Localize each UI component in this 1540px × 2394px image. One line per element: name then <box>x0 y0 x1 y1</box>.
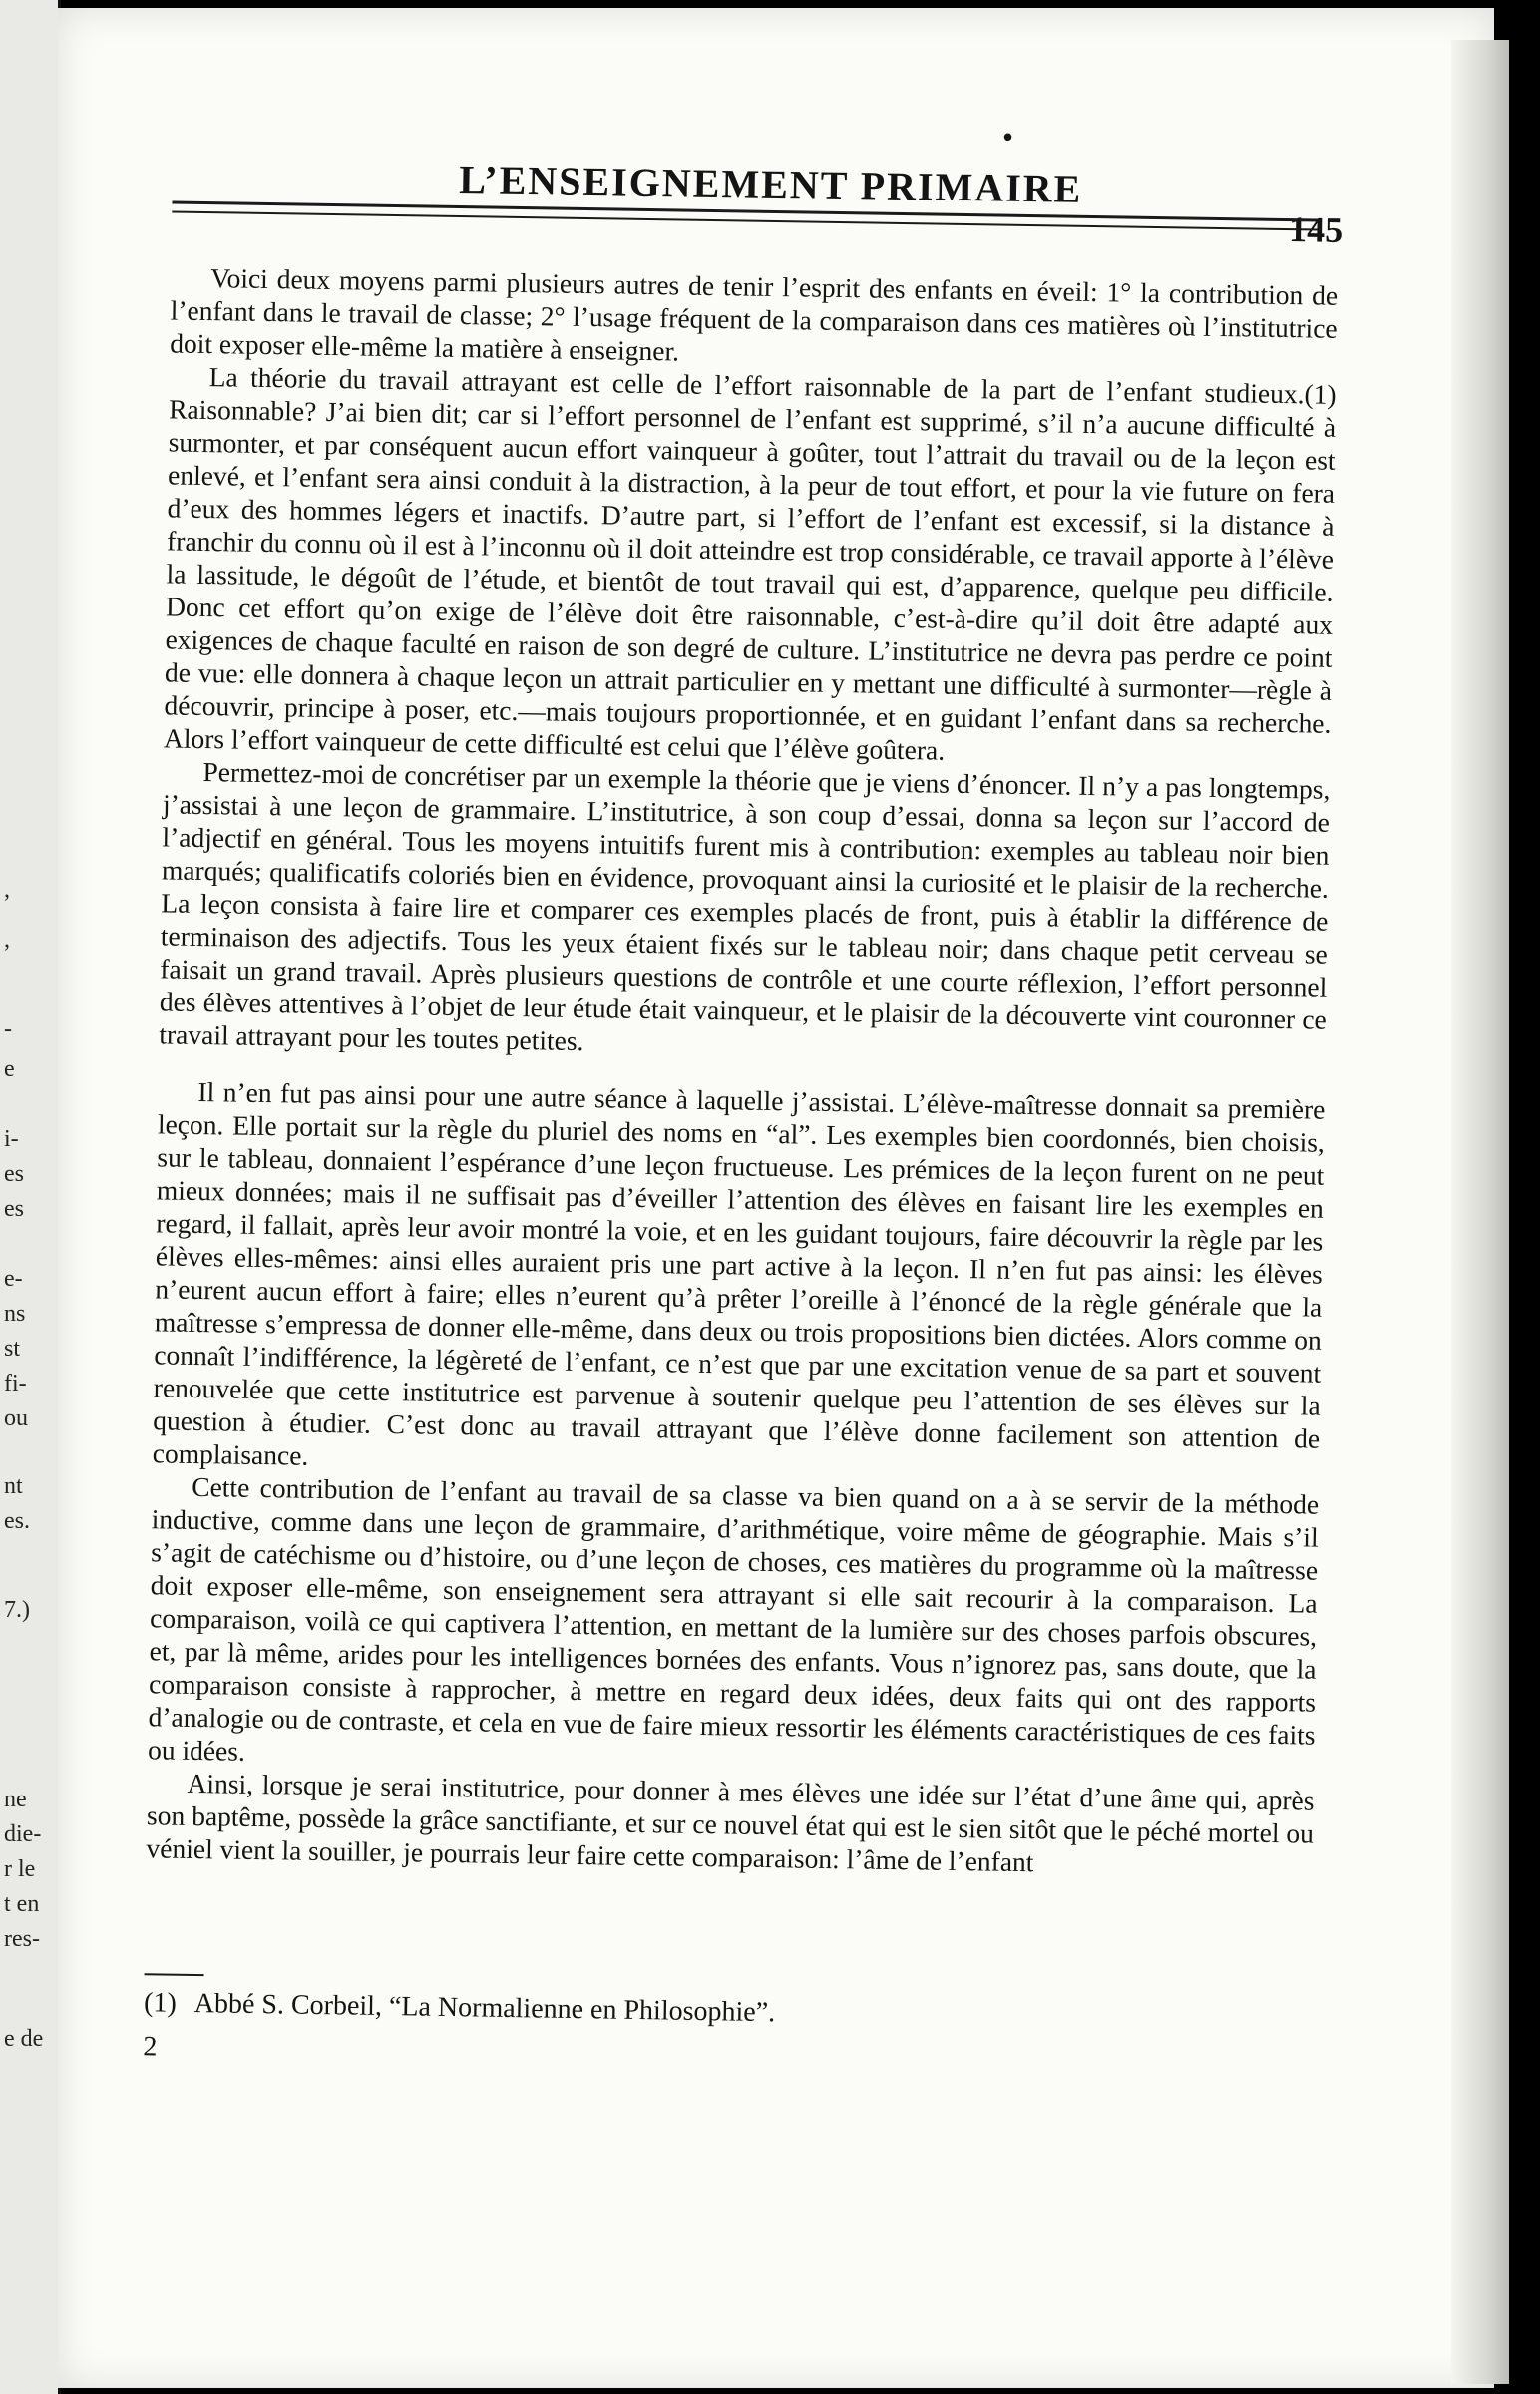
margin-fragment: ne <box>4 1787 27 1812</box>
margin-fragment: i- <box>4 1126 19 1152</box>
margin-fragment: ns <box>4 1301 26 1327</box>
paragraph: Voici deux moyens parmi plusieurs autres de tenir l’esprit des enfants en éveil: 1° la contribution de l’enfant dans le travail de classe; 2° l’usage fréquent de la comparaison dans ces matières où l’institutrice doit exposer elle-même la matière à enseigner. <box>170 262 1339 367</box>
facing-page-edge <box>0 0 61 2394</box>
margin-fragment: 7.) <box>4 1597 30 1623</box>
page-number: 145 <box>1288 209 1344 250</box>
paragraph: Ainsi, lorsque je serai institutrice, pour donner à mes élèves une idée sur l’état d’une âme qui, après son baptême, possède la grâce sanctifiante, et sur ce nouvel état qui est le sien sitôt que le péché mortel ou véniel vient la souiller, je pourrais leur faire cette comparaison: l’âme de l’enfant <box>146 1767 1315 1878</box>
signature-mark: 2 <box>143 2031 158 2063</box>
margin-fragment: die- <box>4 1821 42 1847</box>
margin-fragment: r le <box>4 1856 36 1882</box>
paragraph: Permettez-moi de concrétiser par un exemple la théorie que je viens d’énoncer. Il n’y a pas longtemps, j’assistai à une leçon de grammaire. L’institutrice, à son coup d’essai, donna sa leçon sur l’accord de l’adjectif en général. Tous les moyens intuitifs furent mis à contribution: exemples au tableau noir bien marqués; qualificatifs coloriés bien en évidence, provoquant ainsi la curiosité et le plaisir de la recherche. La leçon consista à faire lire et comparer ces exemples placés de front, puis à établir la différence de terminaison des adjectifs. Tous les yeux étaient fixés sur le tableau noir; dans chaque petit cerveau se faisait un grand travail. Après plusieurs questions de contrôle et une courte réflexion, l’effort personnel des élèves attentives à l’objet de leur étude était vainqueur, et le plaisir de la découverte vint couronner ce travail attrayant pour les toutes petites. <box>159 756 1331 1057</box>
margin-fragment: , <box>4 877 10 903</box>
margin-fragment: st <box>4 1336 21 1362</box>
margin-fragment: res- <box>4 1926 40 1952</box>
margin-fragment: e- <box>4 1266 23 1292</box>
margin-fragment: es <box>4 1196 24 1222</box>
paragraph: Il n’en fut pas ainsi pour une autre séance à laquelle j’assistai. L’élève-maîtresse donnait sa première leçon. Elle portait sur la règle du pluriel des noms en “al”. Les exemples bien coordonnés, bien choisis, sur le tableau, donnaient l’espérance d’une leçon fructueuse. Les prémices de la leçon furent on ne peut mieux données; mais il ne suffisait pas d’éveiller l’attention des élèves en faisant lire les exemples en regard, il fallait, après leur avoir montré la voie, et en les guidant toujours, faire découvrir la règle par les élèves elles-mêmes: ainsi elles auraient pris une part active à la leçon. Il n’en fut pas ainsi: les élèves n’eurent aucun effort à faire; elles n’eurent qu’à prêter l’oreille à l’énoncé de la règle générale que la maîtresse s’empressa de donner elle-même, dans deux ou trois propositions bien dictées. Alors comme on connaît l’indifférence, la légèreté de l’enfant, ce n’est que par une excitation venue de sa part et souvent renouvelée que cette institutrice est parvenue à soutenir quelque peu l’attention de ses élèves sur la question à étudier. C’est donc au travail attrayant que l’élève donne facilement son attention de complaisance. <box>152 1075 1326 1471</box>
paragraph: Cette contribution de l’enfant au travail de sa classe va bien quand on a à se servir de la méthode inductive, comme dans une leçon de grammaire, d’arithmétique, voire même de géographie. Mais s’il s’agit de catéchisme ou d’histoire, ou d’une leçon de choses, ces matières du programme où la maîtresse doit exposer elle-même, son enseignement sera attrayant si elle sait recourir à la comparaison. La comparaison, voilà ce qui captivera l’attention, en mettant de la lumière sur des choses parfois obscures, et, par là même, arides pour les intelligences bornées des enfants. Vous n’ignorez pas, sans doute, que la comparaison consiste à rapprocher, à mettre en regard deux idées, deux faits qui ont des rapports d’analogie ou de contraste, et cela en vue de faire mieux ressortir les éléments caractéristiques de ces faits ou idées. <box>147 1470 1320 1767</box>
margin-fragment: nt <box>4 1473 23 1499</box>
footnote-rule <box>145 1973 204 1976</box>
paragraph: La théorie du travail attrayant est celle de l’effort raisonnable de la part de l’enfant studieux.(1) Raisonnable? J’ai bien dit; car si l’effort personnel de l’enfant est supprimé, s’il n’a aucune difficulté à surmonter, et par conséquent aucun effort vainqueur à goûter, tout l’attrait du travail ou de la leçon est enlevé, et l’enfant sera ainsi conduit à la distraction, à la peur de tout effort, et pour la vie future on fera d’eux des hommes légers et inactifs. D’autre part, si l’effort de l’enfant est excessif, si la distance à franchir du connu où il est à l’inconnu où il doit atteindre est trop considérable, ce travail apporte à l’élève la lassitude, le dégoût de l’étude, et bientôt de tout travail qui est, d’apparence, quelque peu difficile. Donc cet effort qu’on exige de l’élève doit être raisonnable, c’est-à-dire qu’il doit être adapté aux exigences de chaque faculté en raison de son degré de culture. L’institutrice ne devra pas perdre ce point de vue: elle donnera à chaque leçon un attrait particulier en y mettant une difficulté à surmonter—règle à découvrir, principe à poser, etc.—mais toujours proportionnée, et en guidant l’enfant dans sa recherche. Alors l’effort vainqueur de cette difficulté est celui que l’élève goûtera. <box>163 361 1337 766</box>
footnote-text: Abbé S. Corbeil, “La Normalienne en Philosophie”. <box>193 1988 776 2029</box>
margin-fragment: fi- <box>4 1371 27 1396</box>
margin-fragment: , <box>4 927 10 953</box>
margin-fragment: t en <box>4 1891 40 1917</box>
body-text <box>146 260 1338 1882</box>
margin-fragment: e de <box>4 2026 44 2052</box>
margin-fragment: es. <box>4 1508 30 1534</box>
scan-border <box>1509 0 1540 2394</box>
header-rule <box>172 210 1319 230</box>
margin-fragment: es <box>4 1161 24 1187</box>
margin-fragment: e <box>4 1056 15 1082</box>
page-stack-edge <box>1451 40 1509 2384</box>
page-content <box>69 80 1342 2373</box>
footnote <box>144 1986 1311 2038</box>
margin-fragment: - <box>4 1016 12 1042</box>
running-title: L’ENSEIGNEMENT PRIMAIRE <box>459 156 1083 211</box>
footnote-number: (1) <box>143 1987 178 2019</box>
margin-fragment: ou <box>4 1405 28 1431</box>
header-mark: • <box>1002 122 1013 154</box>
